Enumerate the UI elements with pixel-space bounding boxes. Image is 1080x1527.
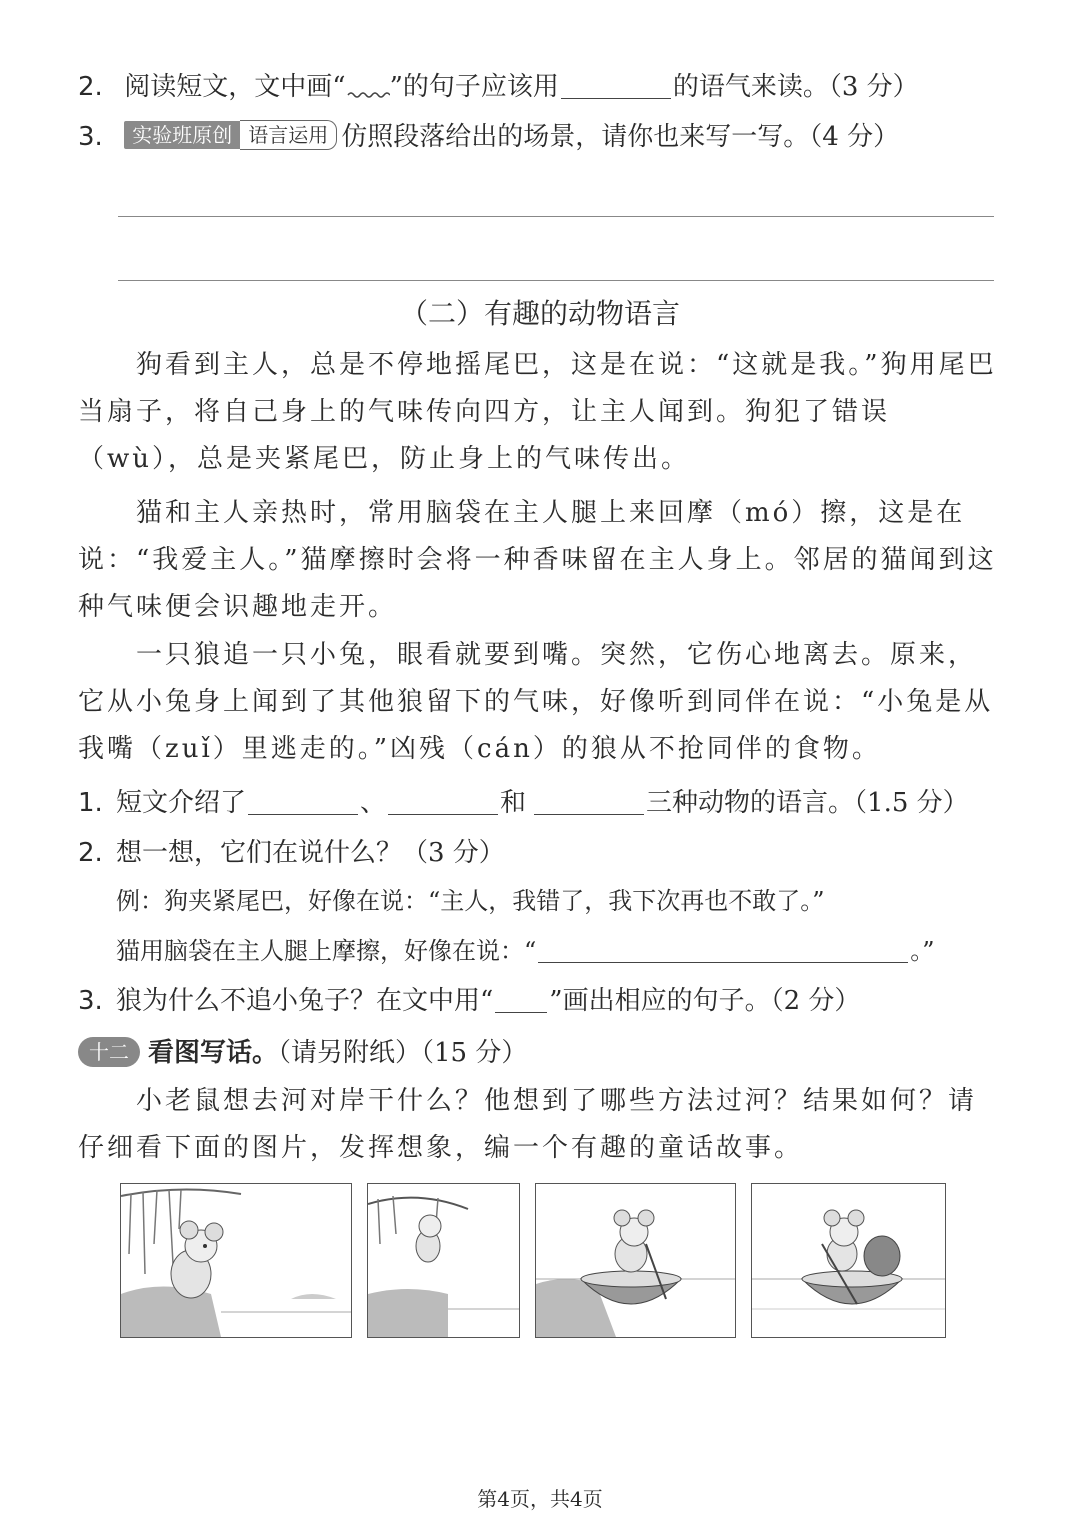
question-3: 3. 狼为什么不追小兔子？在文中用“ ”画出相应的句子。（2 分） xyxy=(78,986,861,1016)
picture-panel-4 xyxy=(751,1183,946,1338)
mouse-rowing-with-bundle-icon xyxy=(752,1184,945,1337)
answer-blank[interactable] xyxy=(534,788,644,815)
question-2: 2. 想一想，它们在说什么？（3 分） xyxy=(78,838,505,868)
paragraph-wolf: 一只狼追一只小兔，眼看就要到嘴。突然，它伤心地离去。原来，它从小兔身上闻到了其他狼留下的气味，好像听到同伴在说：“小兔是从我嘴（zuǐ）里逃走的。”凶残（cán）的狼从不抢同伴的食物。 xyxy=(78,640,994,764)
paragraph-dog: 狗看到主人，总是不停地摇尾巴，这是在说：“这就是我。”狗用尾巴当扇子，将自己身上的气味传向四方，让主人闻到。狗犯了错误（wù），总是夹紧尾巴，防止身上的气味传出。 xyxy=(78,350,997,474)
question-2-example: 例：狗夹紧尾巴，好像在说：“主人，我错了，我下次再也不敢了。” xyxy=(116,887,825,915)
picture-panel-3 xyxy=(535,1183,736,1338)
mouse-on-riverbank-icon xyxy=(121,1184,351,1337)
section-12-header: 十二 看图写话。（请另附纸）（15 分） xyxy=(78,1034,1000,1072)
page-footer: 第4页，共4页 xyxy=(477,1487,603,1511)
wavy-underline-icon xyxy=(346,75,390,99)
writing-prompt: 小老鼠想去河对岸干什么？他想到了哪些方法过河？结果如何？请仔细看下面的图片，发挥想象，编一个有趣的童话故事。 xyxy=(78,1086,978,1163)
question-number: 2. xyxy=(78,72,103,102)
question-number: 3. xyxy=(78,122,103,152)
mouse-on-branch-icon xyxy=(368,1184,519,1337)
tag-language-use: 语言运用 xyxy=(240,120,337,150)
picture-panel-1 xyxy=(120,1183,352,1338)
writing-line[interactable] xyxy=(118,280,994,281)
question-1: 1. 短文介绍了 、 和 三种动物的语言。（1.5 分） xyxy=(78,788,969,818)
paragraph-cat: 猫和主人亲热时，常用脑袋在主人腿上来回摩（mó）擦，这是在说：“我爱主人。”猫摩擦时会将一种香味留在主人身上。邻居的猫闻到这种气味便会识趣地走开。 xyxy=(78,498,997,622)
question-3-prev: 3. 实验班原创 语言运用 仿照段落给出的场景，请你也来写一写。（4 分） xyxy=(78,118,1000,156)
mouse-in-watermelon-boat-icon xyxy=(536,1184,735,1337)
section-badge: 十二 xyxy=(78,1037,140,1067)
underline-sample xyxy=(495,986,547,1013)
question-2-fill: 猫用脑袋在主人腿上摩擦，好像在说：“ 。” xyxy=(116,937,935,965)
section-title: （二）有趣的动物语言 xyxy=(399,297,680,330)
writing-line[interactable] xyxy=(118,216,994,217)
picture-panel-2 xyxy=(367,1183,520,1338)
question-2-prev: 2. 阅读短文，文中画“ ”的句子应该用 的语气来读。（3 分） xyxy=(78,68,1000,106)
answer-blank[interactable] xyxy=(538,936,908,963)
section-12-title: 看图写话。 xyxy=(148,1038,279,1068)
answer-blank[interactable] xyxy=(388,788,498,815)
answer-blank[interactable] xyxy=(248,788,358,815)
tag-original: 实验班原创 xyxy=(124,121,240,149)
answer-blank[interactable] xyxy=(561,72,671,99)
